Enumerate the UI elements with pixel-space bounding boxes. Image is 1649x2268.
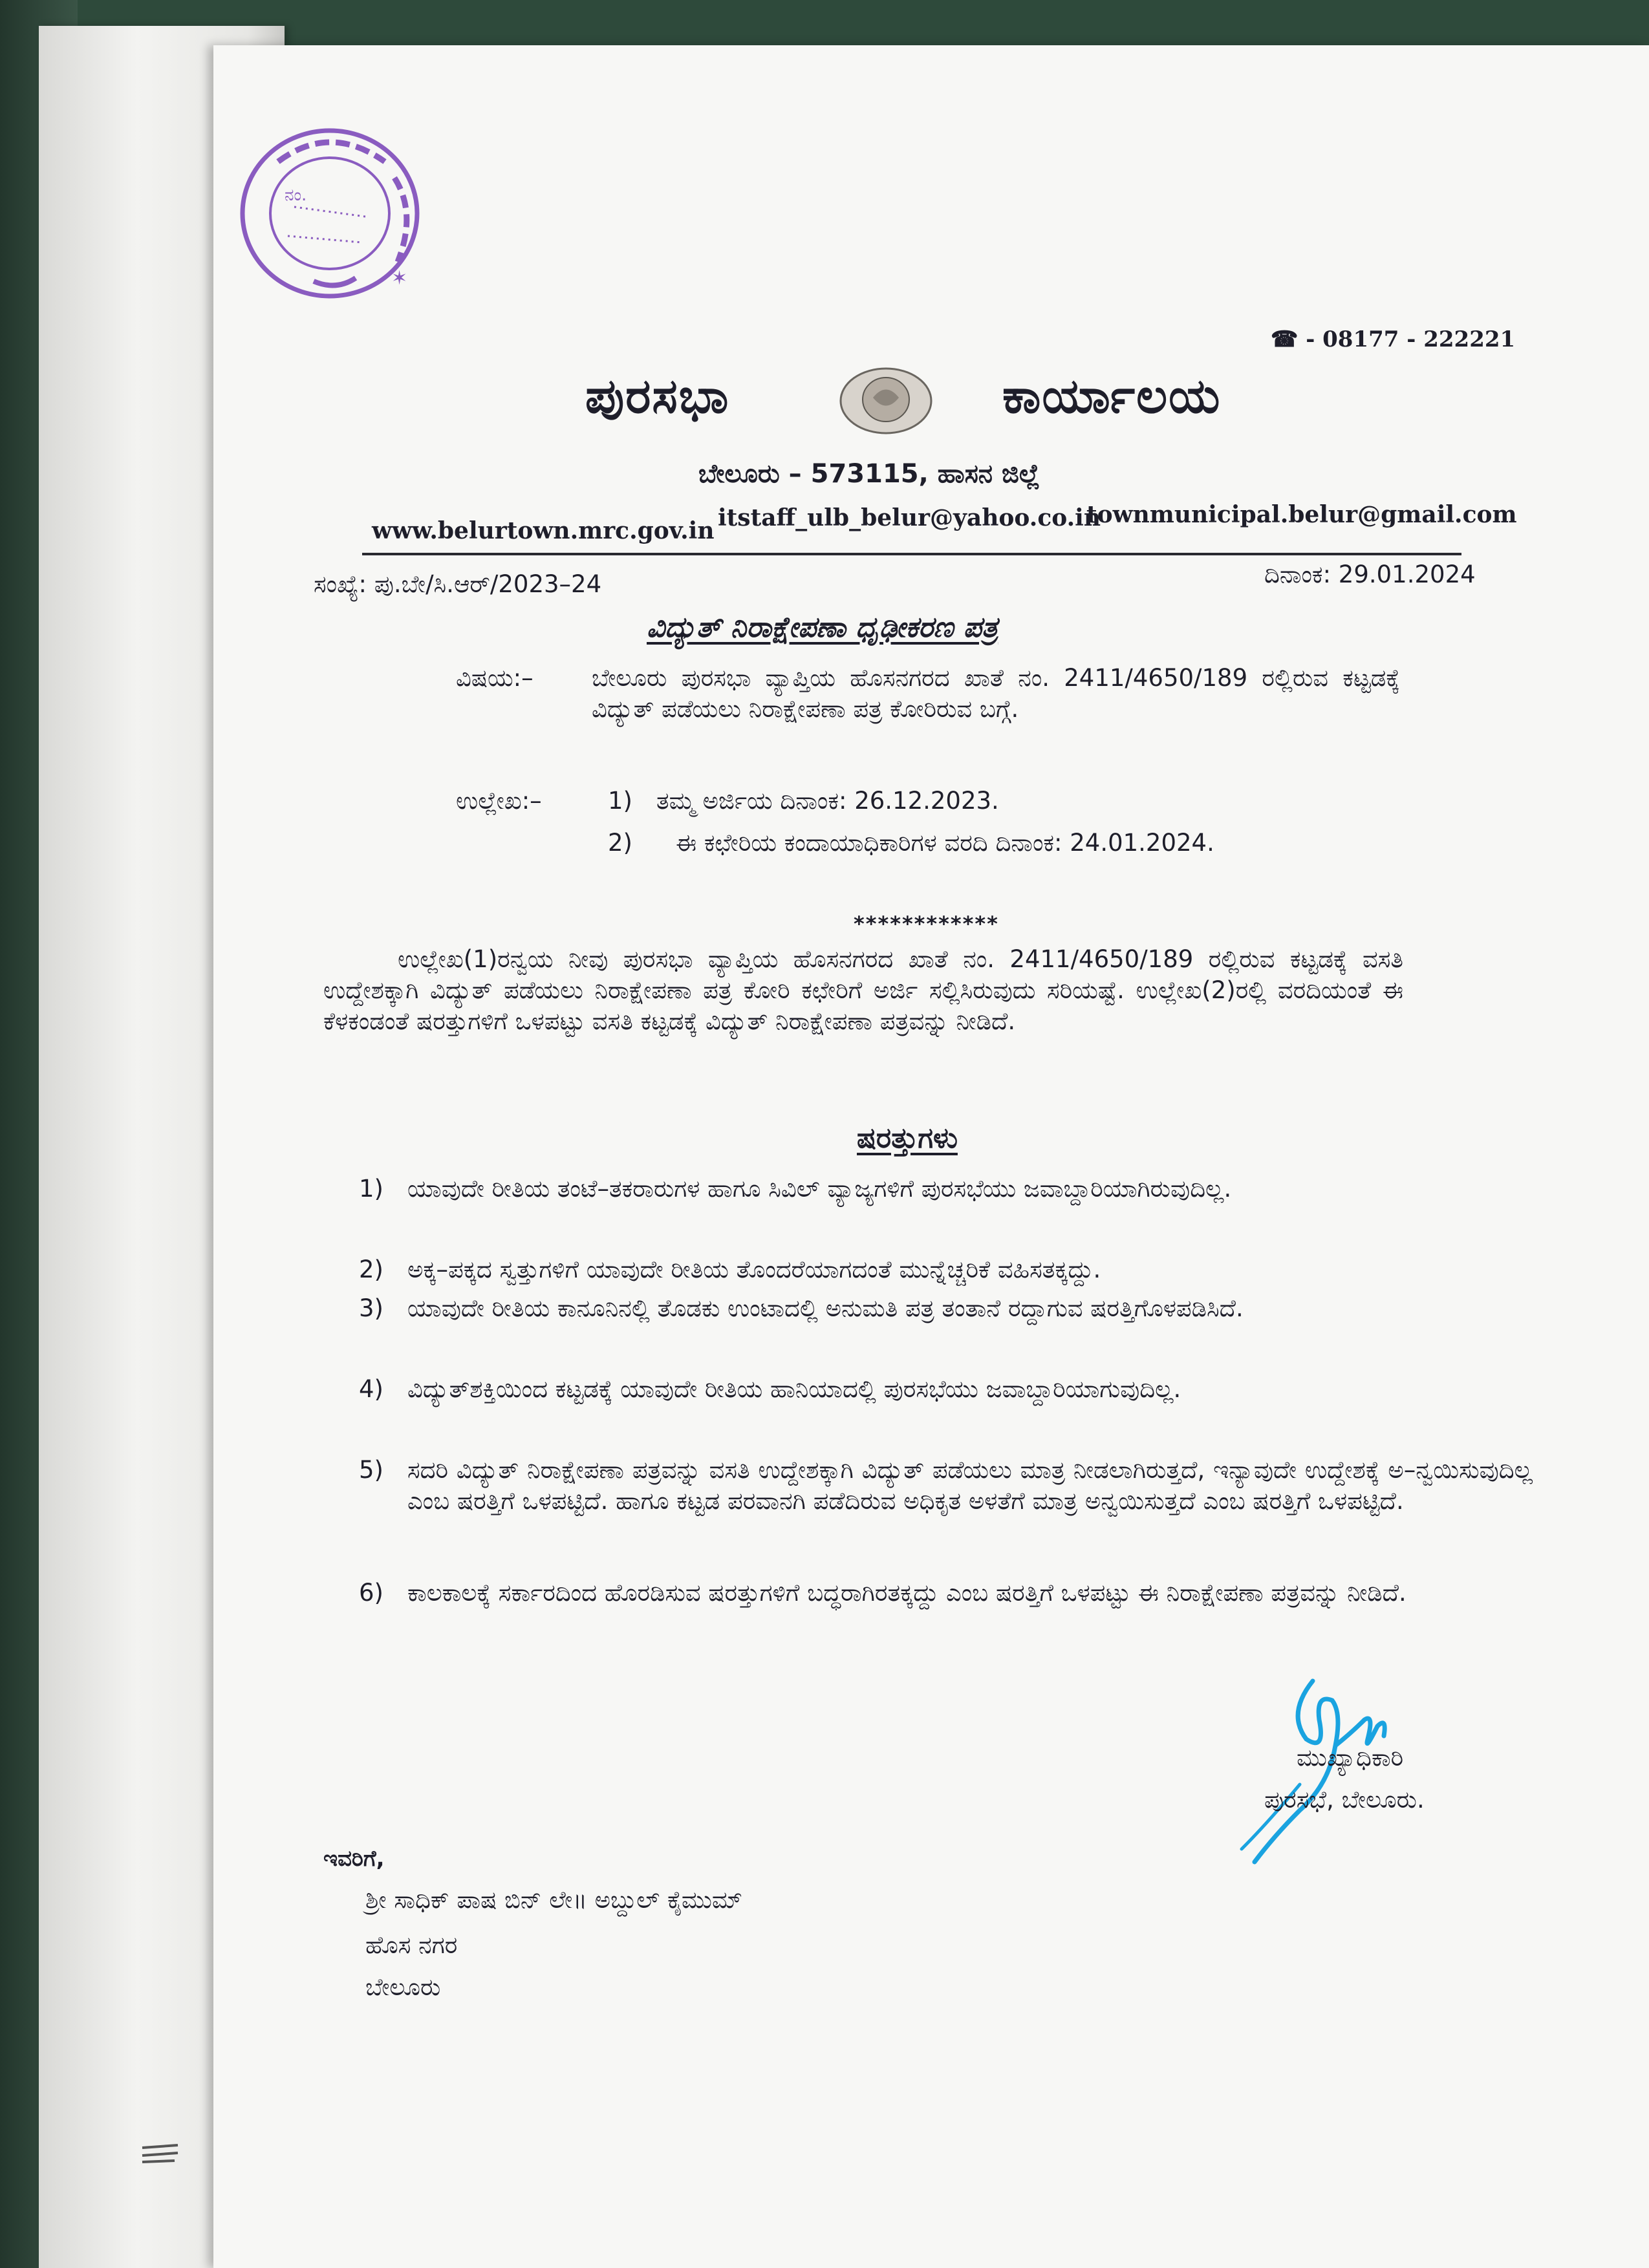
email-link-staff[interactable]: itstaff_ulb_belur@yahoo.co.in <box>718 504 1101 531</box>
phone-icon: ☎ <box>1271 326 1299 352</box>
header-divider <box>362 553 1461 555</box>
condition-text: ಸದರಿ ವಿದ್ಯುತ್ ನಿರಾಕ್ಷೇಪಣಾ ಪತ್ರವನ್ನು ವಸತಿ ಉದ್ದೇಶಕ್ಕಾಗಿ ವಿದ್ಯುತ್ ಪಡೆಯಲು ಮಾತ್ರ ನೀಡಲಾಗಿರುತ್ತದೆ, ಇನ್ಯಾವುದೇ ಉದ್ದೇಶಕ್ಕೆ ಅ–ನ್ವಯಿಸುವುದಿಲ್ಲ ಎಂಬ ಷರತ್ತಿಗೆ ಒಳಪಟ್ಟಿದೆ. ಹಾಗೂ ಕಟ್ಟಡ ಪರವಾನಗಿ ಪಡೆದಿರುವ ಅಧಿಕೃತ ಅಳತೆಗೆ ಮಾತ್ರ ಅನ್ವಯಿಸುತ್ತದೆ ಎಂಬ ಷರತ್ತಿಗೆ ಒಳಪಟ್ಟಿದೆ. <box>407 1456 1533 1515</box>
condition-text: ವಿದ್ಯುತ್‌ಶಕ್ತಿಯಿಂದ ಕಟ್ಟಡಕ್ಕೆ ಯಾವುದೇ ರೀತಿಯ ಹಾನಿಯಾದಲ್ಲಿ ಪುರಸಭೆಯು ಜವಾಬ್ದಾರಿಯಾಗುವುದಿಲ್ಲ. <box>407 1375 1181 1403</box>
reference-number: ಸಂಖ್ಯೆ: ಪು.ಬೇ/ಸಿ.ಆರ್/2023–24 <box>314 570 602 598</box>
condition-number: 5) <box>359 1456 383 1484</box>
margin-mark-icon <box>139 2140 184 2166</box>
svg-text:✶: ✶ <box>391 267 408 290</box>
conditions-heading: ಷರತ್ತುಗಳು <box>857 1122 958 1155</box>
condition-text: ಯಾವುದೇ ರೀತಿಯ ಕಾನೂನಿನಲ್ಲಿ ತೊಡಕು ಉಂಟಾದಲ್ಲಿ ಅನುಮತಿ ಪತ್ರ ತಂತಾನೆ ರದ್ದಾಗುವ ಷರತ್ತಿಗೊಳಪಡಿಸಿದೆ. <box>407 1294 1244 1322</box>
body-paragraph: ಉಲ್ಲೇಖ(1)ರನ್ವಯ ನೀವು ಪುರಸಭಾ ವ್ಯಾಪ್ತಿಯ ಹೊಸನಗರದ ಖಾತೆ ನಂ. 2411/4650/189 ರಲ್ಲಿರುವ ಕಟ್ಟಡಕ್ಕೆ ವಸತಿ ಉದ್ದೇಶಕ್ಕಾಗಿ ವಿದ್ಯುತ್ ಪಡೆಯಲು ನಿರಾಕ್ಷೇಪಣಾ ಪತ್ರ ಕೋರಿ ಕಛೇರಿಗೆ ಅರ್ಜಿ ಸಲ್ಲಿಸಿರುವುದು ಸರಿಯಷ್ಟೆ. ಉಲ್ಲೇಖ(2)ರಲ್ಲಿ ವರದಿಯಂತೆ ಈ ಕೆಳಕಂಡಂತೆ ಷರತ್ತುಗಳಿಗೆ ಒಳಪಟ್ಟು ವಸತಿ ಕಟ್ಟಡಕ್ಕೆ ವಿದ್ಯುತ್ ನಿರಾಕ್ಷೇಪಣಾ ಪತ್ರವನ್ನು ನೀಡಿದೆ. <box>323 945 1403 1036</box>
condition-text: ಕಾಲಕಾಲಕ್ಕೆ ಸರ್ಕಾರದಿಂದ ಹೊರಡಿಸುವ ಷರತ್ತುಗಳಿಗೆ ಬದ್ಧರಾಗಿರತಕ್ಕದ್ದು ಎಂಬ ಷರತ್ತಿಗೆ ಒಳಪಟ್ಟು ಈ ನಿರಾಕ್ಷೇಪಣಾ ಪತ್ರವನ್ನು ನೀಡಿದೆ. <box>407 1579 1406 1607</box>
condition-number: 6) <box>359 1579 383 1607</box>
section-separator: ************ <box>854 912 999 936</box>
recipient-label: ಇವರಿಗೆ, <box>323 1846 385 1872</box>
recipient-name: ಶ್ರೀ ಸಾಧಿಕ್ ಪಾಷ ಬಿನ್ ಲೇ॥ ಅಬ್ದುಲ್ ಕೈಮುಮ್ <box>365 1886 743 1914</box>
office-address: ಬೇಲೂರು – 573115, ಹಾಸನ ಜಿಲ್ಲೆ <box>698 459 1040 489</box>
recipient-address-line: ಹೊಸ ನಗರ <box>365 1931 458 1959</box>
signatory-title: ಮುಖ್ಯಾಧಿಕಾರಿ <box>1297 1744 1404 1771</box>
email-link-municipal[interactable]: townmunicipal.belur@gmail.com <box>1086 501 1517 528</box>
subject-label: ವಿಷಯ:– <box>456 664 534 692</box>
office-title-left: ಪುರಸಭಾ <box>585 369 730 424</box>
reference-item-text: ತಮ್ಮ ಅರ್ಜಿಯ ದಿನಾಂಕ: 26.12.2023. <box>656 787 999 815</box>
condition-number: 3) <box>359 1294 383 1322</box>
phone-number: ☎ - 08177 - 222221 <box>1271 326 1516 352</box>
state-emblem-icon <box>834 362 938 440</box>
signatory-office: ಪುರಸಭೆ, ಬೇಲೂರು. <box>1264 1786 1425 1813</box>
letter-date: ದಿನಾಂಕ: 29.01.2024 <box>1264 561 1476 588</box>
document-title: ವಿದ್ಯುತ್ ನಿರಾಕ್ಷೇಪಣಾ ಧೃಢೀಕರಣ ಪತ್ರ <box>647 611 998 644</box>
condition-number: 2) <box>359 1256 383 1283</box>
subject-text: ಬೇಲೂರು ಪುರಸಭಾ ವ್ಯಾಪ್ತಿಯ ಹೊಸನಗರದ ಖಾತೆ ನಂ. 2411/4650/189 ರಲ್ಲಿರುವ ಕಟ್ಟಡಕ್ಕೆ ವಿದ್ಯುತ್ ಪಡೆಯಲು ನಿರಾಕ್ಷೇಪಣಾ ಪತ್ರ ಕೋರಿರುವ ಬಗ್ಗೆ. <box>592 664 1400 723</box>
reference-item-number: 2) <box>608 829 632 857</box>
svg-text:ನಂ.: ನಂ. <box>285 186 307 205</box>
condition-text: ಅಕ್ಕ–ಪಕ್ಕದ ಸ್ವತ್ತುಗಳಿಗೆ ಯಾವುದೇ ರೀತಿಯ ತೊಂದರೆಯಾಗದಂತೆ ಮುನ್ನೆಚ್ಚರಿಕೆ ವಹಿಸತಕ್ಕದ್ದು. <box>407 1256 1101 1283</box>
office-seal-stamp-icon <box>223 116 430 362</box>
office-title-right: ಕಾರ್ಯಾಲಯ <box>1002 369 1222 424</box>
website-link[interactable]: www.belurtown.mrc.gov.in <box>372 517 715 544</box>
references-label: ಉಲ್ಲೇಖ:– <box>456 787 542 815</box>
reference-item-text: ಈ ಕಛೇರಿಯ ಕಂದಾಯಾಧಿಕಾರಿಗಳ ವರದಿ ದಿನಾಂಕ: 24.01.2024. <box>676 829 1214 857</box>
recipient-address-line: ಬೇಲೂರು <box>365 1973 441 2001</box>
condition-text: ಯಾವುದೇ ರೀತಿಯ ತಂಟೆ–ತಕರಾರುಗಳ ಹಾಗೂ ಸಿವಿಲ್ ವ್ಯಾಜ್ಯಗಳಿಗೆ ಪುರಸಭೆಯು ಜವಾಬ್ದಾರಿಯಾಗಿರುವುದಿಲ್ಲ. <box>407 1175 1232 1203</box>
condition-number: 1) <box>359 1175 383 1203</box>
condition-number: 4) <box>359 1375 383 1403</box>
reference-item-number: 1) <box>608 787 632 815</box>
